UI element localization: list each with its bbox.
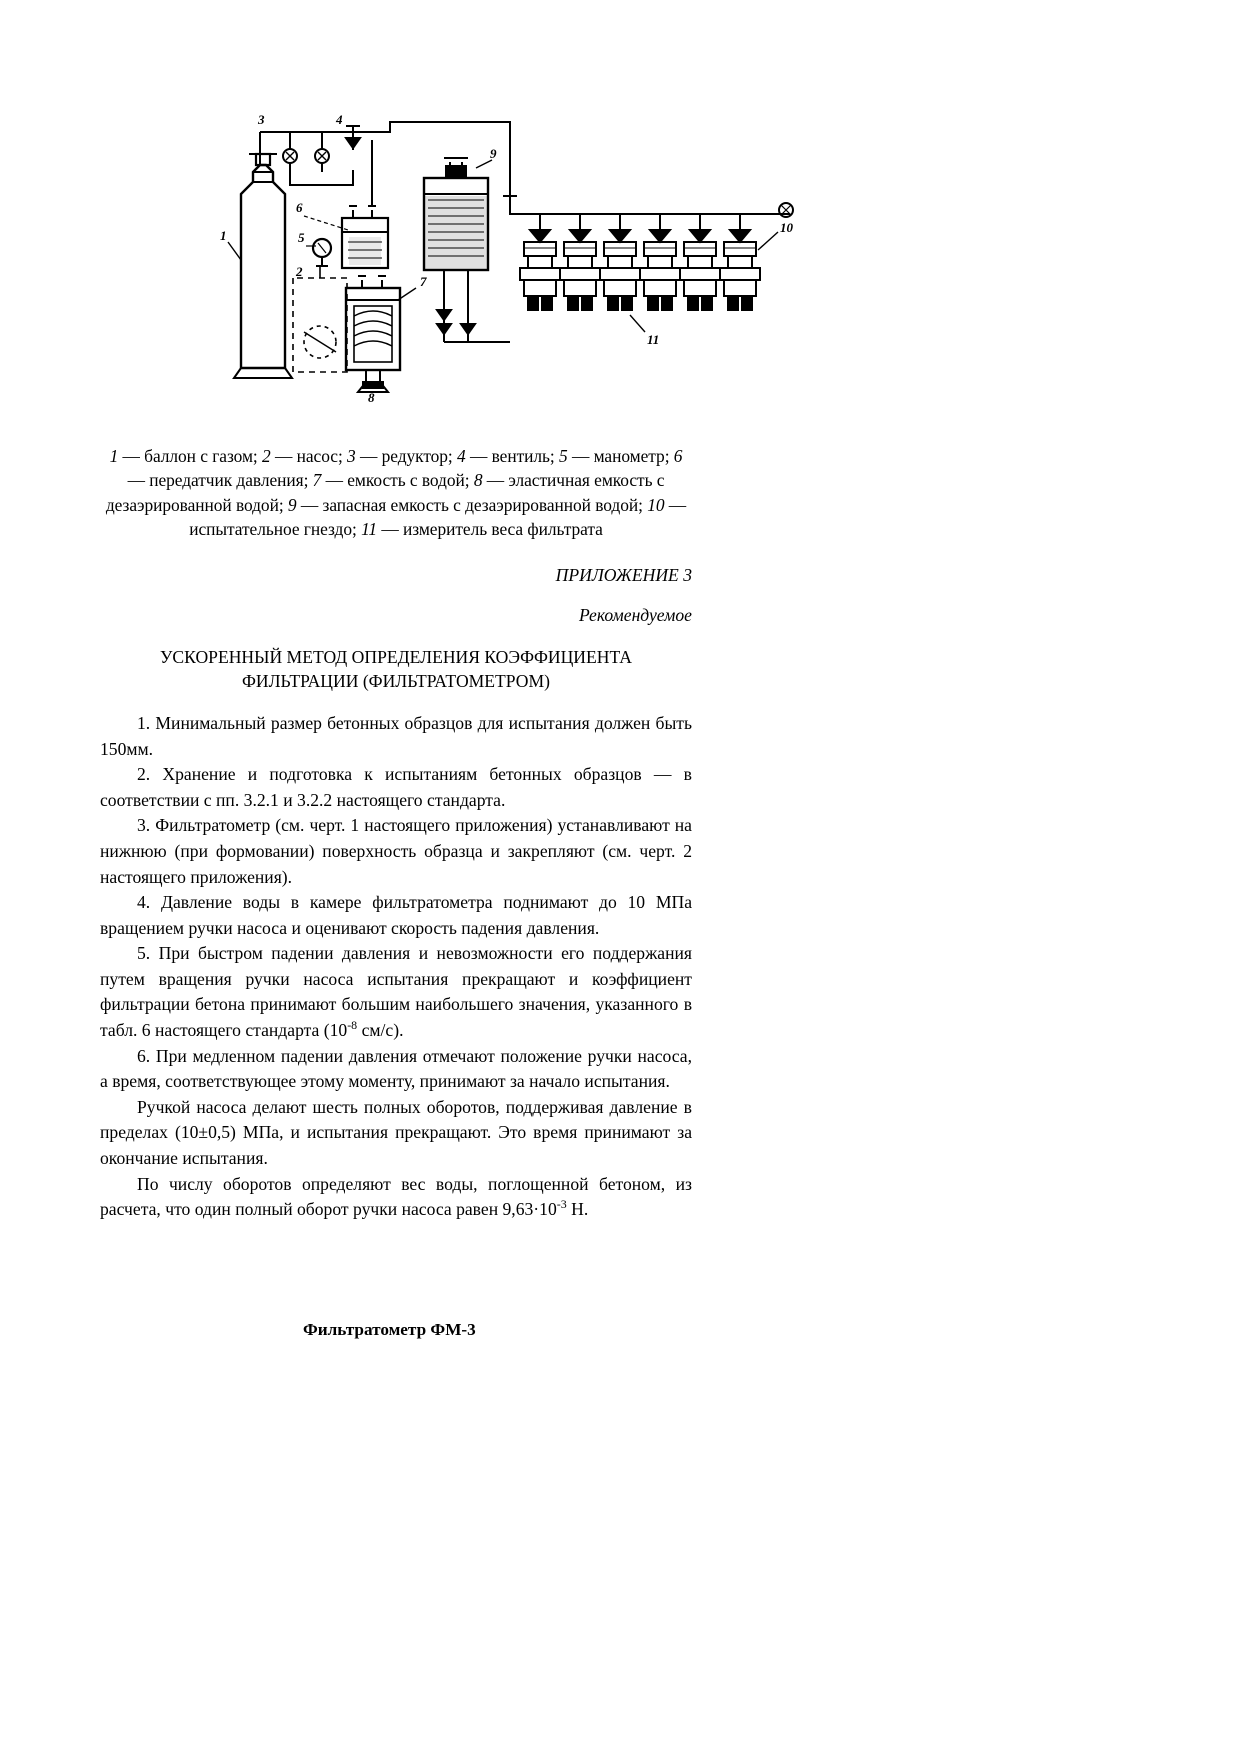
callout-1: 1 xyxy=(220,228,227,243)
footer-caption: Фильтратометр ФМ-3 xyxy=(303,1320,476,1339)
callout-8: 8 xyxy=(368,390,375,405)
caption-seg-6: — передатчик давления; xyxy=(127,470,313,491)
callout-2: 2 xyxy=(296,264,303,279)
schematic-svg xyxy=(110,110,793,405)
page-content xyxy=(100,110,793,1223)
paragraph-3: 3. Фильтратометр (см. черт. 1 настоящего приложения) устанавливают на нижнюю (при формовании) поверхность образца и закрепляют (см. черт. 2 настоящего приложения). xyxy=(100,815,692,887)
caption-text xyxy=(106,446,686,539)
callout-10: 10 xyxy=(780,220,793,235)
caption-num-2: 2 xyxy=(262,446,271,466)
callout-4: 4 xyxy=(336,112,343,127)
caption-seg-3: — редуктор; xyxy=(355,446,458,466)
figure-caption xyxy=(100,444,692,541)
caption-num-6: 6 xyxy=(673,446,683,466)
callout-6: 6 xyxy=(296,200,303,215)
paragraph-5-part-1: 5. При быстром падении давления и невозможности его поддержания путем вращения ручки насоса испытания прекращают и коэффициент фильтрации бетона принимают большим наибольшего значения, указанного в табл. 6 настоящего стандарта (10 xyxy=(100,943,692,1041)
callout-5: 5 xyxy=(298,230,305,245)
caption-seg-9: — запасная емкость с дезаэрированной водой; xyxy=(296,494,648,515)
caption-seg-7: — емкость с водой; xyxy=(321,470,474,491)
paragraph-5 xyxy=(100,941,692,1043)
paragraph-4: 4. Давление воды в камере фильтратометра поднимают до 10 МПа вращением ручки насоса и оценивают скорость падения давления. xyxy=(100,892,692,938)
caption-num-1: 1 xyxy=(109,446,119,466)
callout-3: 3 xyxy=(258,112,265,127)
callout-7: 7 xyxy=(420,274,427,289)
paragraph-2: 2. Хранение и подготовка к испытаниям бетонных образцов — в соответствии с пп. 3.2.1 и 3.2.2 настоящего стандарта. xyxy=(100,764,692,810)
callout-9: 9 xyxy=(490,146,497,161)
paragraph-8-part-2: Н. xyxy=(566,1199,589,1220)
caption-num-8: 8 xyxy=(473,470,483,491)
caption-seg-5: — манометр; xyxy=(567,446,674,466)
paragraph-7: Ручкой насоса делают шесть полных оборотов, поддерживая давление в пределах (10±0,5) МПа, и испытания прекращают. Это время принимают за окончание испытания. xyxy=(100,1096,692,1169)
caption-num-9: 9 xyxy=(287,494,297,515)
caption-num-3: 3 xyxy=(347,446,356,466)
caption-seg-11: — измеритель веса фильтрата xyxy=(377,519,603,540)
appendix-label: ПРИЛОЖЕНИЕ 3 xyxy=(555,565,692,586)
caption-seg-2: — насос; xyxy=(270,446,348,466)
appendix-subtitle: Рекомендуемое xyxy=(578,605,692,626)
paragraph-1: 1. Минимальный размер бетонных образцов для испытания должен быть 150мм. xyxy=(100,712,692,759)
body-text xyxy=(100,711,692,1223)
page-title-line-2: ФИЛЬТРАЦИИ (ФИЛЬТРАТОМЕТРОМ) xyxy=(242,671,550,692)
paragraph-8-exponent: -3 xyxy=(556,1197,567,1212)
paragraph-5-exponent: -8 xyxy=(347,1018,358,1033)
paragraph-8 xyxy=(100,1172,692,1223)
caption-seg-8: — эластичная емкость с дезаэрированной водой; xyxy=(105,470,665,515)
paragraph-5-part-2: см/с). xyxy=(357,1020,404,1041)
caption-num-5: 5 xyxy=(559,446,568,466)
caption-num-4: 4 xyxy=(457,446,466,466)
caption-num-7: 7 xyxy=(312,470,322,491)
caption-seg-4: — вентиль; xyxy=(465,446,559,466)
caption-seg-10: — испытательное гнездо; xyxy=(189,494,687,540)
caption-num-11: 11 xyxy=(361,519,378,540)
caption-seg-1: — баллон с газом; xyxy=(118,446,263,466)
paragraph-6: 6. При медленном падении давления отмечают положение ручки насоса, а время, соответствующее этому моменту, принимают за начало испытания. xyxy=(100,1045,692,1092)
figure-filtratometer-schematic xyxy=(110,110,793,405)
page-title xyxy=(100,646,692,694)
callout-11: 11 xyxy=(647,332,660,347)
caption-num-10: 10 xyxy=(647,494,665,515)
page-title-line-1: УСКОРЕННЫЙ МЕТОД ОПРЕДЕЛЕНИЯ КОЭФФИЦИЕНТА xyxy=(159,647,633,668)
paragraph-8-part-1: По числу оборотов определяют вес воды, поглощенной бетоном, из расчета, что один полный оборот ручки насоса равен 9,63·10 xyxy=(100,1173,692,1220)
